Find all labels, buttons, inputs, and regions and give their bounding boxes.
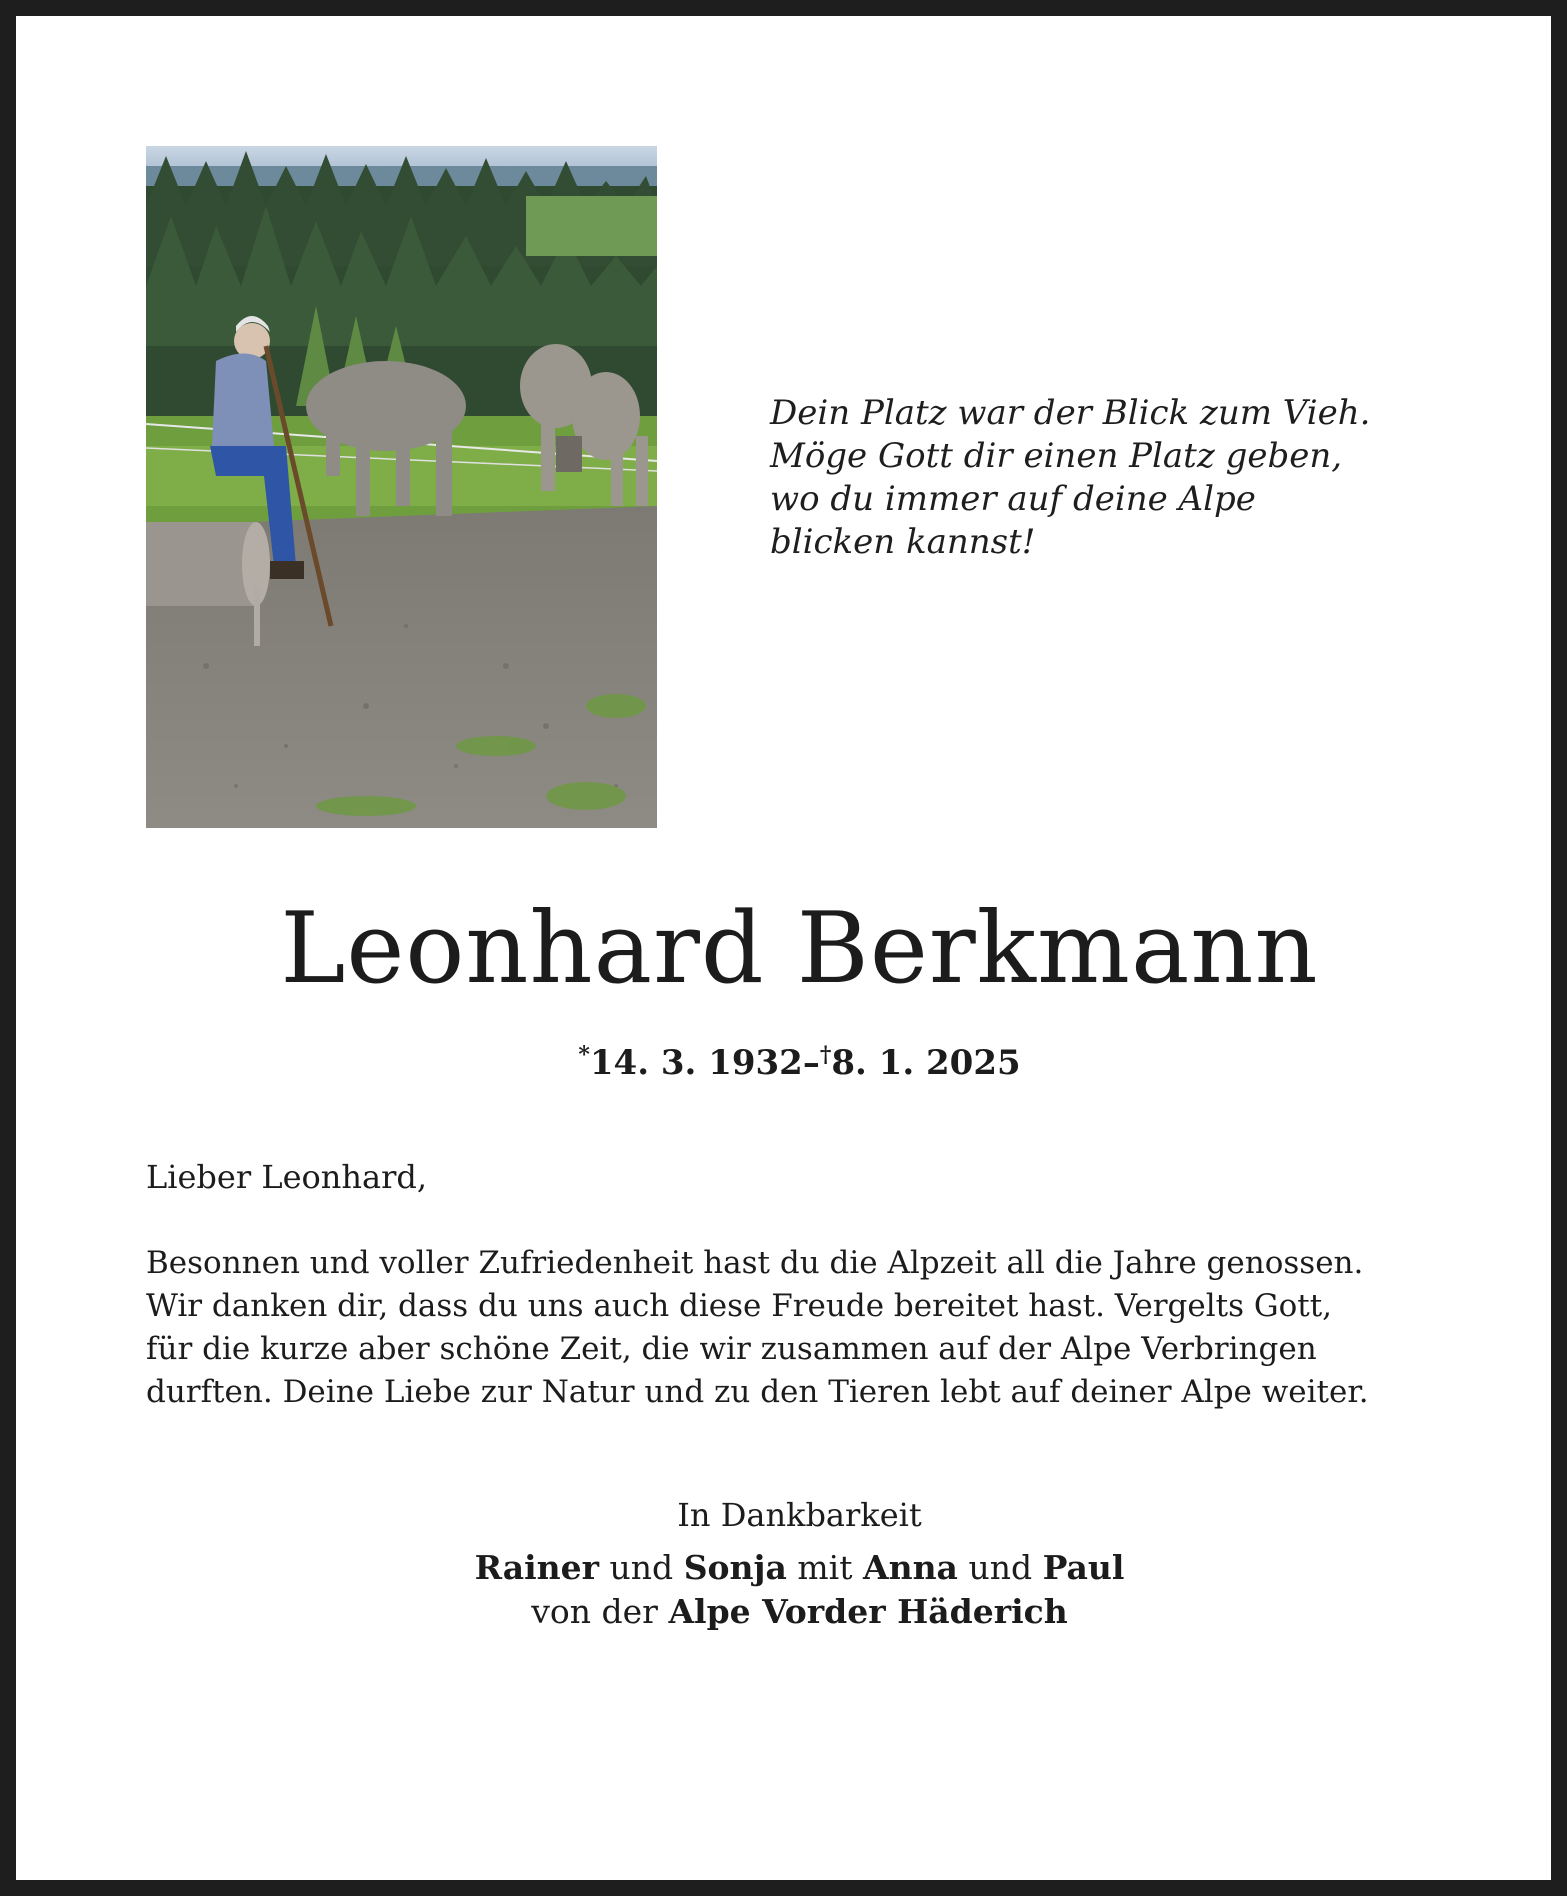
signer-name: Rainer: [474, 1548, 600, 1587]
memorial-photo: [146, 146, 657, 828]
birth-date: 14. 3. 1932: [589, 1043, 803, 1083]
letter-line: Besonnen und voller Zufriedenheit hast du die Alpzeit all die Jahre genossen.: [146, 1245, 1364, 1281]
place-prefix: von der: [531, 1592, 658, 1631]
signers-block: [16, 1546, 1567, 1634]
death-symbol: †: [819, 1042, 832, 1068]
letter-salutation: Lieber Leonhard,: [146, 1158, 428, 1196]
photo-man-with-cows: [146, 146, 657, 828]
signers-names: [16, 1546, 1567, 1590]
death-date: 8. 1. 2025: [831, 1043, 1021, 1083]
letter-line: für die kurze aber schöne Zeit, die wir zusammen auf der Alpe Verbringen: [146, 1331, 1317, 1367]
letter-line: Wir danken dir, dass du uns auch diese Freude bereitet hast. Vergelts Gott,: [146, 1288, 1333, 1324]
date-separator: –: [802, 1043, 820, 1083]
signer-name: Sonja: [683, 1548, 787, 1587]
signer-name: Anna: [862, 1548, 958, 1587]
signers-place: [16, 1590, 1567, 1634]
quote-line: Dein Platz war der Blick zum Vieh.: [770, 393, 1371, 433]
signer-conjunction: und: [609, 1548, 674, 1587]
life-dates: [16, 1034, 1567, 1084]
deceased-name: Leonhard Berkmann: [280, 892, 1319, 1006]
quote-line: wo du immer auf deine Alpe: [770, 479, 1256, 519]
letter-body: [146, 1242, 1456, 1414]
signoff-intro: In Dankbarkeit: [677, 1496, 922, 1534]
alpe-name: Alpe Vorder Häderich: [668, 1592, 1068, 1631]
birth-symbol: *: [578, 1042, 590, 1068]
signer-conjunction: mit: [797, 1548, 853, 1587]
signer-conjunction: und: [968, 1548, 1033, 1587]
quote-line: blicken kannst!: [770, 522, 1036, 562]
letter-line: durften. Deine Liebe zur Natur und zu den Tieren lebt auf deiner Alpe weiter.: [146, 1374, 1369, 1410]
signer-name: Paul: [1042, 1548, 1125, 1587]
quote-line: Möge Gott dir einen Platz geben,: [770, 436, 1343, 476]
memorial-quote: [770, 392, 1370, 564]
